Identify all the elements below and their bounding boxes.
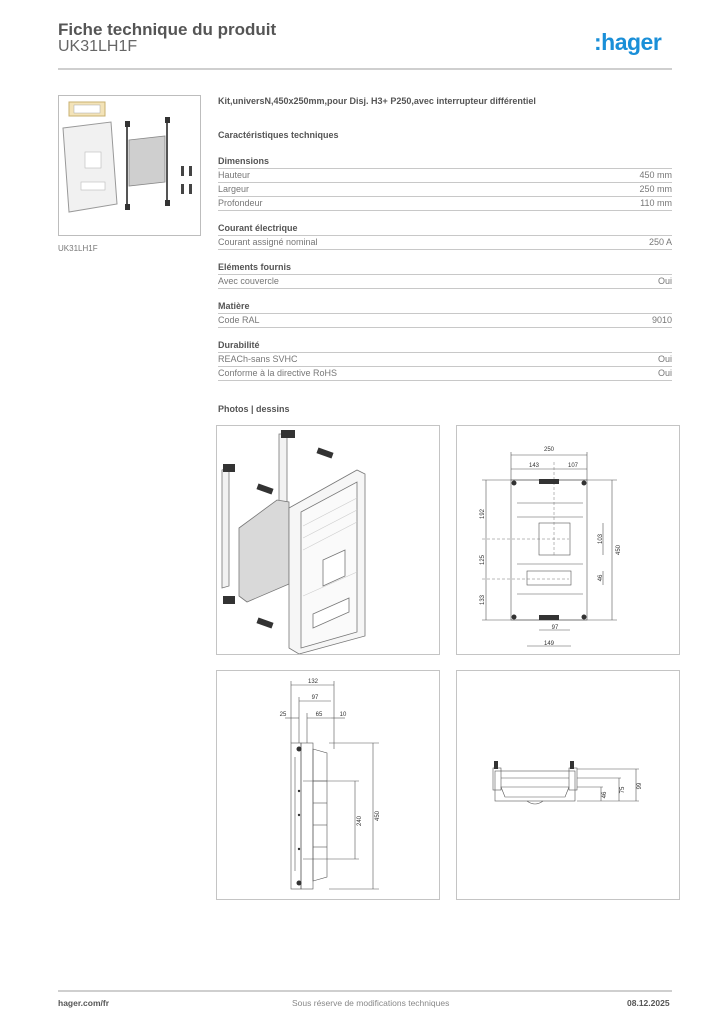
dim-65: 65: [315, 712, 323, 718]
thumbnail-caption: UK31LH1F: [58, 244, 98, 253]
photos-section-title: Photos | dessins: [218, 404, 290, 414]
spec-label: Avec couvercle: [218, 276, 279, 286]
spec-group-title: Eléments fournis: [218, 260, 672, 275]
dim-10: 10: [339, 712, 347, 718]
spec-group-title: Durabilité: [218, 338, 672, 353]
spec-label: REACh-sans SVHC: [218, 354, 298, 364]
dim-450-side: 450: [375, 810, 381, 822]
front-dimension-drawing: [457, 426, 679, 654]
specs-section-title: Caractéristiques techniques: [218, 130, 339, 140]
spec-value: 250 A: [648, 237, 672, 247]
footer-disclaimer: Sous réserve de modifications techniques: [292, 998, 450, 1008]
spec-row: [218, 236, 672, 250]
spec-value: 9010: [651, 315, 672, 325]
drawing-front-view[interactable]: [456, 425, 680, 655]
dim-192: 192: [480, 508, 486, 520]
specs-table: [218, 154, 672, 391]
footer-website-link[interactable]: hager.com/fr: [58, 998, 110, 1008]
spec-group-durabilite: [218, 338, 672, 381]
spec-value: 450 mm: [639, 170, 672, 180]
spec-row: [218, 353, 672, 367]
spec-group-courant: [218, 221, 672, 250]
dim-103: 103: [598, 533, 604, 545]
dim-75: 75: [620, 786, 626, 794]
spec-label: Profondeur: [218, 198, 263, 208]
spec-label: Code RAL: [218, 315, 260, 325]
product-kit-image: [59, 96, 200, 235]
dim-97-side: 97: [311, 695, 319, 701]
header-divider: [58, 68, 672, 70]
dim-149: 149: [543, 641, 555, 647]
spec-group-title: Dimensions: [218, 154, 672, 169]
spec-row: [218, 183, 672, 197]
dim-240: 240: [357, 815, 363, 827]
spec-group-matiere: [218, 299, 672, 328]
dim-97: 97: [551, 625, 559, 631]
dim-450: 450: [616, 544, 622, 556]
top-dimension-drawing: [457, 671, 679, 895]
spec-group-title: Matière: [218, 299, 672, 314]
dim-143: 143: [528, 463, 540, 469]
drawing-side-view[interactable]: [216, 670, 440, 900]
spec-row: [218, 367, 672, 381]
photo-exploded-view[interactable]: [216, 425, 440, 655]
product-reference: UK31LH1F: [58, 38, 138, 55]
product-thumbnail[interactable]: [58, 95, 201, 236]
spec-label: Hauteur: [218, 170, 251, 180]
hager-logo[interactable]: :hager: [594, 29, 662, 55]
dim-46: 46: [598, 574, 604, 582]
spec-value: 250 mm: [639, 184, 672, 194]
document-title: Fiche technique du produit: [58, 20, 277, 39]
spec-row: [218, 169, 672, 183]
dim-107: 107: [567, 463, 579, 469]
footer-divider: [58, 990, 672, 992]
spec-row: [218, 197, 672, 211]
spec-value: 110 mm: [640, 198, 672, 208]
spec-group-title: Courant électrique: [218, 221, 672, 236]
spec-label: Conforme à la directive RoHS: [218, 368, 338, 378]
spec-label: Largeur: [218, 184, 250, 194]
product-description: Kit,universN,450x250mm,pour Disj. H3+ P250,avec interrupteur différentiel: [218, 96, 536, 106]
dim-99: 99: [637, 782, 643, 790]
spec-label: Courant assigné nominal: [218, 237, 318, 247]
dim-250: 250: [543, 447, 555, 453]
dim-132: 132: [307, 679, 319, 685]
drawing-top-view[interactable]: [456, 670, 680, 900]
spec-value: Oui: [657, 368, 672, 378]
footer-date: 08.12.2025: [627, 998, 670, 1008]
side-dimension-drawing: [217, 671, 439, 895]
dim-25: 25: [279, 712, 287, 718]
dim-125: 125: [480, 554, 486, 566]
dim-133: 133: [480, 594, 486, 606]
dim-46-top: 46: [602, 791, 608, 799]
exploded-view-image: [217, 426, 439, 654]
spec-row: [218, 314, 672, 328]
spec-value: Oui: [657, 354, 672, 364]
spec-row: [218, 275, 672, 289]
spec-group-dimensions: [218, 154, 672, 211]
spec-value: Oui: [657, 276, 672, 286]
spec-group-elements: [218, 260, 672, 289]
